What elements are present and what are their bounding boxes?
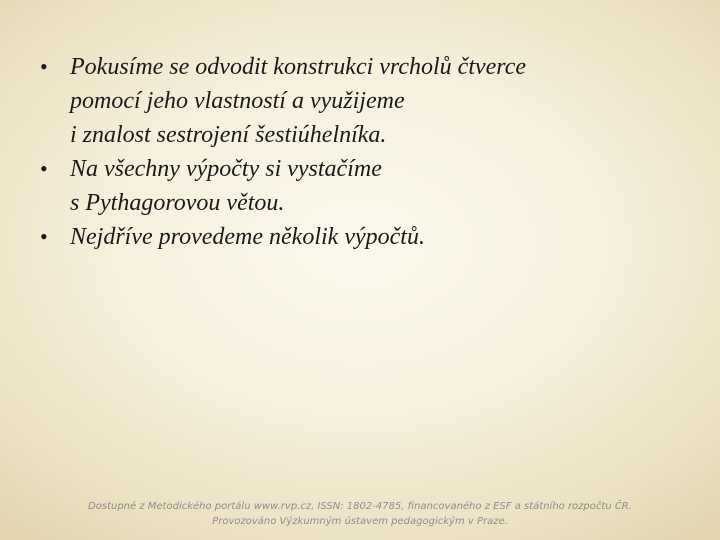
bullet-text-line: i znalost sestrojení šestiúhelníka. xyxy=(70,122,387,148)
bullet-marker: • xyxy=(40,54,48,79)
bullet-list xyxy=(40,50,680,254)
footer-line-source: Dostupné z Metodického portálu www.rvp.cz, ISSN: 1802-4785, financovaného z ESF a státního rozpočtu ČR. xyxy=(88,501,632,512)
bullet-item xyxy=(40,50,680,152)
bullet-item xyxy=(40,152,680,220)
bullet-text-line: Na všechny výpočty si vystačíme xyxy=(70,156,382,182)
bullet-text-line: pomocí jeho vlastností a využijeme xyxy=(70,88,405,114)
bullet-text-line: s Pythagorovou větou. xyxy=(70,190,285,216)
bullet-marker: • xyxy=(40,156,48,181)
bullet-marker: • xyxy=(40,224,48,249)
bullet-item xyxy=(40,220,680,254)
footer-line-operator: Provozováno Výzkumným ústavem pedagogickým v Praze. xyxy=(212,516,508,527)
bullet-text-line: Pokusíme se odvodit konstrukci vrcholů čtverce xyxy=(70,54,527,80)
bullet-text-line: Nejdříve provedeme několik výpočtů. xyxy=(70,224,425,250)
footer-attribution xyxy=(0,499,720,529)
